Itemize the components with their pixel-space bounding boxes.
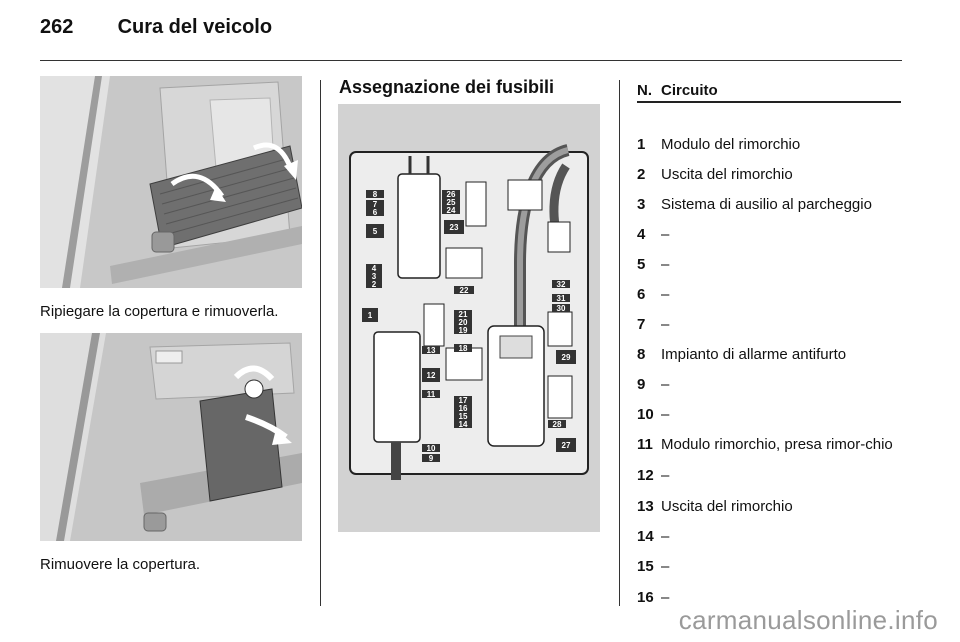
table-row: [637, 528, 901, 545]
fuse-label-17: 17: [458, 396, 468, 405]
circuit-description: –: [661, 256, 670, 273]
fuse-number: 13: [637, 498, 654, 515]
fuse-label-29: 29: [561, 353, 571, 362]
fuse-number: 10: [637, 406, 654, 423]
fuse-label-25: 25: [446, 198, 456, 207]
fuse-number: 7: [637, 316, 646, 333]
table-row: [637, 286, 901, 303]
fuse-label-16: 16: [458, 404, 468, 413]
fuse-label-19: 19: [458, 326, 468, 335]
fuse-number: 8: [637, 346, 646, 363]
circuit-description: Uscita del rimorchio: [661, 498, 793, 515]
fuse-number: 1: [637, 136, 646, 153]
table-row: [637, 436, 901, 453]
circuit-description: Sistema di ausilio al parcheggio: [661, 196, 872, 213]
fuse-label-31: 31: [556, 294, 566, 303]
column-divider-right: [619, 80, 620, 606]
fuse-number: 12: [637, 467, 654, 484]
table-row: [637, 376, 901, 393]
circuit-description: Impianto di allarme antifurto: [661, 346, 847, 363]
col-header-number: N.: [637, 82, 652, 99]
circuit-description: –: [661, 558, 670, 575]
fuse-label-27: 27: [561, 441, 571, 450]
table-row: [637, 558, 901, 575]
table-row: [637, 316, 901, 333]
fuse-label-22: 22: [459, 286, 469, 295]
table-row: [637, 196, 901, 213]
fuse-label-24: 24: [446, 206, 456, 215]
fuse-number: 15: [637, 558, 654, 575]
circuit-description: –: [661, 286, 670, 303]
circuit-description: Modulo rimorchio, presa rimor-chio: [661, 436, 893, 453]
fuse-number: 5: [637, 256, 646, 273]
fuse-label-6: 6: [372, 208, 378, 217]
fuse-label-20: 20: [458, 318, 468, 327]
fuse-number: 4: [637, 226, 646, 243]
circuit-description: –: [661, 316, 670, 333]
fuse-label-5: 5: [372, 227, 378, 236]
fuse-label-14: 14: [458, 420, 468, 429]
circuit-description: –: [661, 226, 670, 243]
fuse-label-23: 23: [449, 223, 459, 232]
circuit-description: –: [661, 376, 670, 393]
fuse-label-3: 3: [371, 272, 377, 281]
table-row: [637, 166, 901, 183]
fuse-label-4: 4: [371, 264, 377, 273]
table-row: [637, 467, 901, 484]
fuse-number: 9: [637, 376, 646, 393]
fuse-label-30: 30: [556, 304, 566, 313]
col-header-circuit: Circuito: [661, 82, 718, 99]
fuse-label-10: 10: [426, 444, 436, 453]
photo-fold-cover: [40, 76, 302, 288]
circuit-description: –: [661, 406, 670, 423]
circuit-description: –: [661, 589, 670, 606]
fuse-label-11: 11: [426, 390, 436, 399]
fuse-label-1: 1: [367, 311, 373, 320]
table-row: [637, 226, 901, 243]
table-row: [637, 406, 901, 423]
fuse-number: 2: [637, 166, 646, 183]
table-row: [637, 136, 901, 153]
table-row: [637, 256, 901, 273]
fuse-number: 14: [637, 528, 654, 545]
circuit-description: Modulo del rimorchio: [661, 136, 801, 153]
fuse-label-26: 26: [446, 190, 456, 199]
fuse-section-title: Assegnazione dei fusibili: [339, 77, 555, 97]
page-title: Cura del veicolo: [117, 16, 273, 38]
fuse-box-diagram: [338, 104, 600, 532]
table-row: [637, 498, 901, 515]
fuse-label-15: 15: [458, 412, 468, 421]
fuse-number: 16: [637, 589, 654, 606]
table-row: [637, 589, 901, 606]
caption-fold-cover: Ripiegare la copertura e rimuoverla.: [40, 303, 279, 320]
page-number: 262: [40, 16, 74, 38]
fuse-label-8: 8: [372, 190, 378, 199]
watermark: carmanualsonline.info: [678, 605, 938, 635]
page-header: [40, 16, 272, 39]
fuse-label-7: 7: [372, 200, 378, 209]
fuse-label-9: 9: [428, 454, 434, 463]
fuse-number: 6: [637, 286, 646, 303]
caption-remove-cover: Rimuovere la copertura.: [40, 556, 201, 573]
fuse-label-2: 2: [371, 280, 377, 289]
circuit-description: Uscita del rimorchio: [661, 166, 793, 183]
fuse-number: 3: [637, 196, 646, 213]
column-divider-left: [320, 80, 321, 606]
fuse-number: 11: [637, 436, 653, 453]
fuse-table: [637, 79, 901, 606]
circuit-description: –: [661, 467, 670, 484]
fuse-label-32: 32: [556, 280, 566, 289]
fuse-label-13: 13: [426, 346, 436, 355]
circuit-description: –: [661, 528, 670, 545]
fuse-label-18: 18: [458, 344, 468, 353]
fuse-label-21: 21: [458, 310, 468, 319]
table-header: [637, 79, 901, 103]
header-rule: [40, 60, 902, 61]
fuse-label-12: 12: [426, 371, 436, 380]
photo-remove-cover: [40, 333, 302, 541]
fuse-label-28: 28: [552, 420, 562, 429]
table-row: [637, 346, 901, 363]
